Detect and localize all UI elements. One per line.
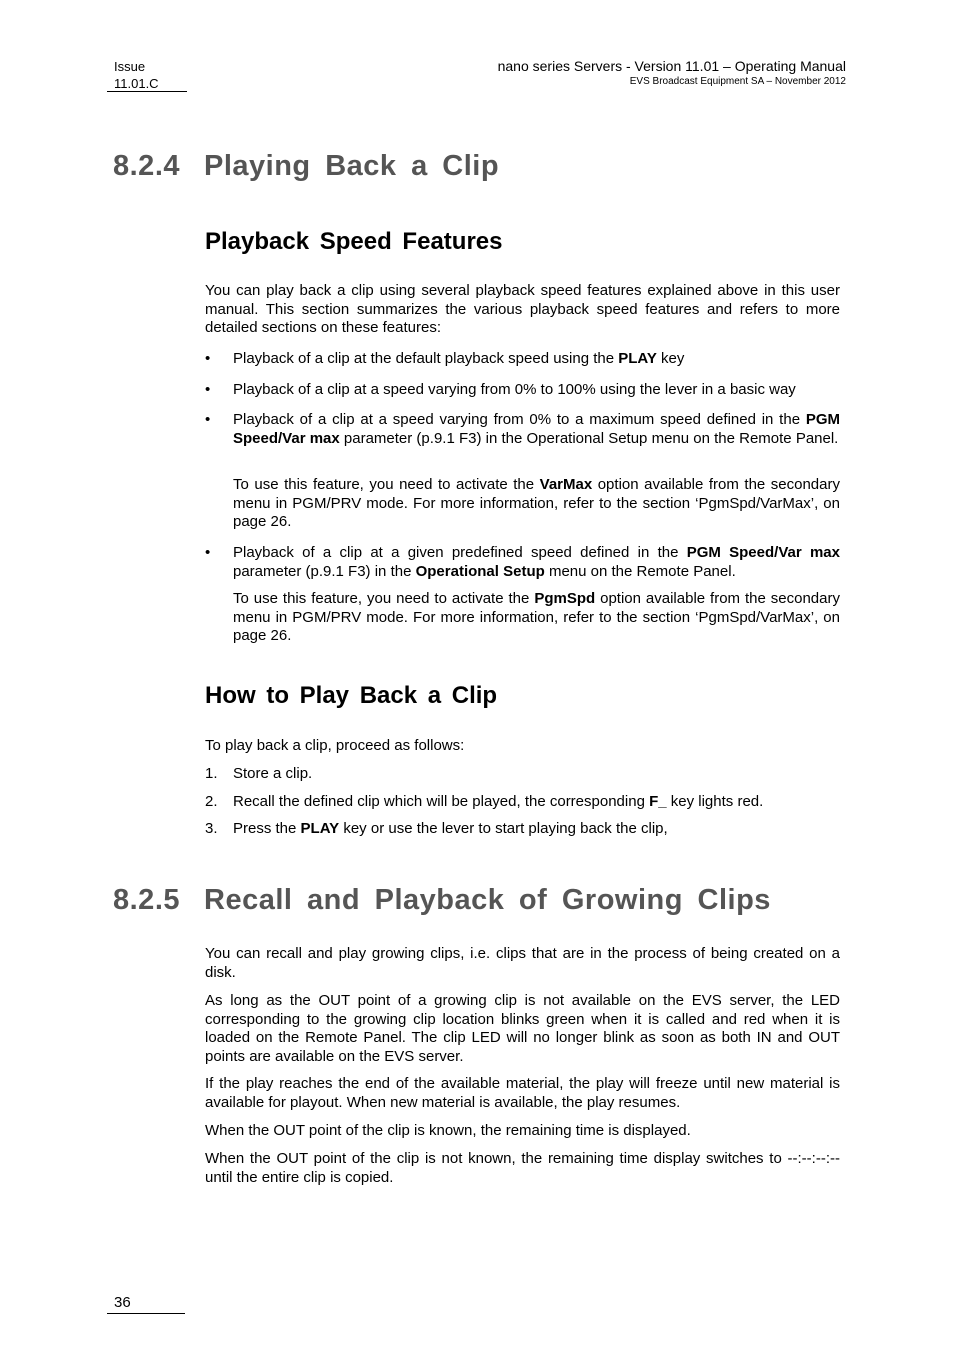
bullet-subparagraph [233,590,840,646]
paragraph: As long as the OUT point of a growing clip is not available on the EVS server, the LED corresponding to the growing clip location blinks green when it is called and red when it is loaded on the Remote Panel. The clip LED will no longer blink as soon as both IN and OUT points are available on the EVS server. [205,992,840,1065]
key-name: PLAY [618,350,657,367]
bullet-item [205,381,840,400]
paragraph: If the play reaches the end of the available material, the play will freeze until new material is available for playout. When new material is available, the play resumes. [205,1075,840,1111]
step-number: 1. [205,765,218,782]
manual-title: nano series Servers - Version 11.01 – Operating Manual [497,58,846,74]
menu-name: Operational Setup [415,562,545,580]
step-number: 3. [205,820,218,837]
step-item [205,820,840,839]
bullet-item [205,350,840,369]
issue-label: Issue [114,59,146,74]
bullet-subparagraph [233,476,840,532]
sub-text: option available from the secondary menu in PGM/PRV mode. For more information, refer to the section ‘PgmSpd/VarMax’, on page 26. [233,590,840,644]
footer-rule [107,1313,185,1314]
sub-text: option available from the secondary menu in PGM/PRV mode. For more information, refer to the section ‘PgmSpd/VarMax’, on page 26. [233,476,840,530]
step-text: Store a clip. [233,765,313,782]
section-824-heading [113,150,499,183]
step-number: 2. [205,793,218,810]
bullet-dot: • [205,411,211,428]
paragraph: You can recall and play growing clips, i.e. clips that are in the process of being created on a disk. [205,945,840,981]
bullet-dot: • [205,350,211,367]
step-text: key or use the lever to start playing back the clip, [339,820,668,837]
bullet-dot: • [205,544,211,561]
section-title: Playing Back a Clip [204,150,500,182]
issue-block [114,58,159,92]
section-number: 8.2.5 [113,884,180,916]
step-item [205,765,840,784]
step-text: Press the [233,820,301,837]
header-rule-left [107,91,187,92]
manual-subtitle: EVS Broadcast Equipment SA – November 2012 [629,76,846,87]
bullet-text: Playback of a clip at a given predefined speed defined in the [233,544,687,561]
bullet-text: Playback of a clip at a speed varying from 0% to a maximum speed defined in the [233,411,806,428]
sub-text: To use this feature, you need to activate the [233,590,535,607]
parameter-name: PGM Speed/Var max [233,411,840,447]
bullet-text: key [656,350,685,367]
option-name: VarMax [539,476,593,493]
bullet-item [205,544,840,581]
how-to-intro: To play back a clip, proceed as follows: [205,737,465,754]
bullet-item [205,411,840,448]
option-name: PgmSpd [534,590,596,607]
issue-value: 11.01.C [114,76,159,91]
step-text: Recall the defined clip which will be played, the corresponding [233,793,650,810]
page-number: 36 [114,1294,131,1311]
bullet-text: parameter (p.9.1 F3) in the Operational Setup menu on the Remote Panel. [339,429,839,447]
section-number: 8.2.4 [113,150,180,182]
section-825-heading [113,884,771,917]
key-name: PLAY [300,820,340,837]
header-title-block [498,58,846,88]
section-title: Recall and Playback of Growing Clips [204,884,771,916]
bullet-text: Playback of a clip at the default playback speed using the [233,350,619,367]
paragraph: When the OUT point of the clip is known, the remaining time is displayed. [205,1122,691,1139]
paragraph: When the OUT point of the clip is not known, the remaining time display switches to --:--:--:-- until the entire clip is copied. [205,1150,840,1186]
bullet-dot: • [205,381,211,398]
step-text: key lights red. [666,793,764,810]
key-name: F_ [649,793,667,810]
playback-speed-intro: You can play back a clip using several playback speed features explained above in this user manual. This section summarizes the various playback speed features and refers to more detailed sections on these features: [205,282,840,336]
bullet-text: menu on the Remote Panel. [544,562,736,580]
playback-speed-heading: Playback Speed Features [205,228,503,255]
parameter-name: PGM Speed/Var max [686,544,840,561]
bullet-text: Playback of a clip at a speed varying from 0% to 100% using the lever in a basic way [233,381,796,398]
how-to-heading: How to Play Back a Clip [205,682,498,709]
sub-text: To use this feature, you need to activate the [233,476,540,493]
bullet-text: parameter (p.9.1 F3) in the [233,562,416,580]
step-item [205,793,840,812]
